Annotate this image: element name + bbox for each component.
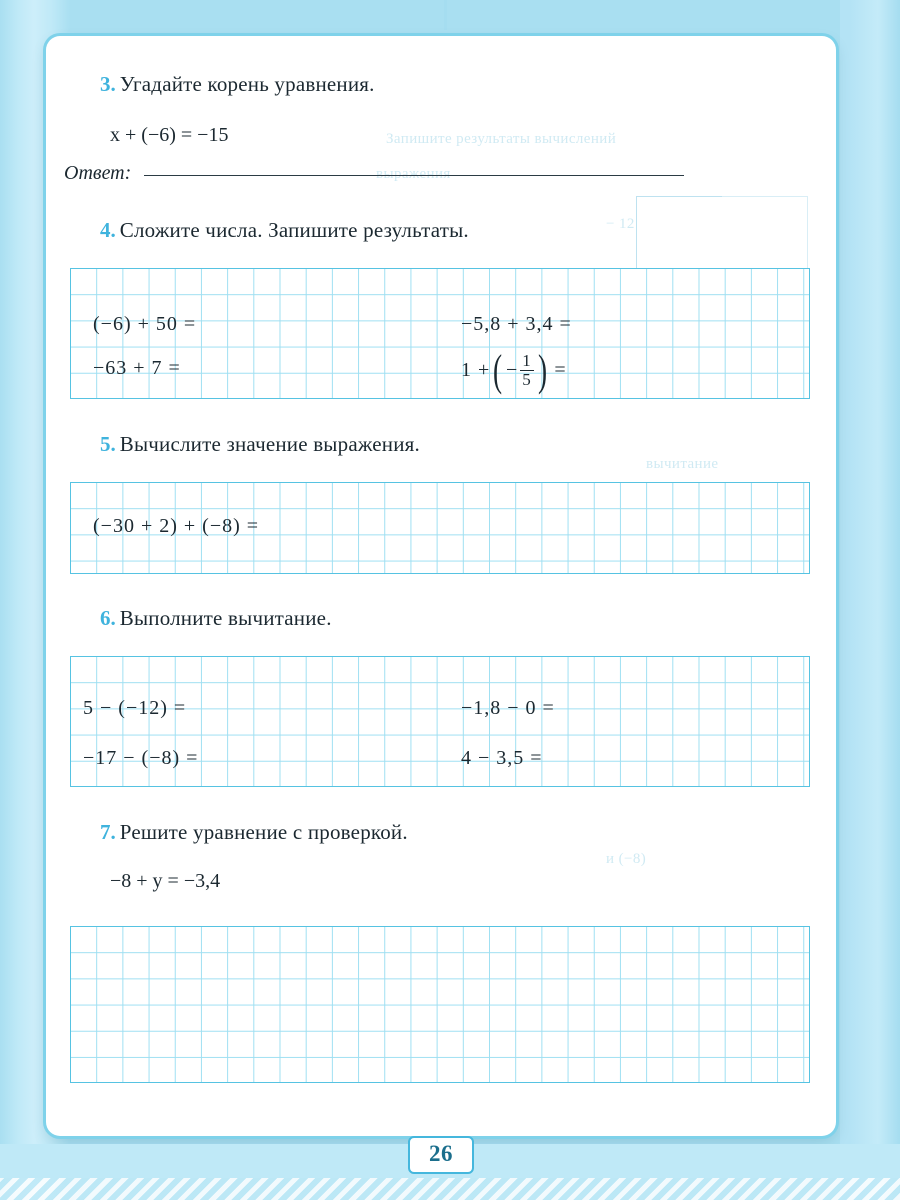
- task-7-number: 7.: [100, 820, 116, 844]
- ghost-text-line5: и (−8): [606, 851, 647, 867]
- task-4-text: Сложите числа. Запишите результаты.: [119, 218, 469, 242]
- task-6-cell-3: −17 − (−8) =: [83, 747, 199, 769]
- task-4-cell-3: −63 + 7 =: [93, 357, 181, 379]
- task-3-equation: x + (−6) = −15: [110, 124, 229, 146]
- task-7-equation: −8 + y = −3,4: [110, 870, 221, 892]
- task-5-number: 5.: [100, 432, 116, 456]
- task-6-number: 6.: [100, 606, 116, 630]
- task-6-cell-2: −1,8 − 0 =: [461, 697, 555, 719]
- fraction-numerator: 1: [522, 351, 532, 370]
- task-7-text: Решите уравнение с проверкой.: [119, 820, 408, 844]
- worksheet-sheet: [46, 36, 836, 1136]
- page-top-notch: [444, 0, 447, 30]
- task-6-heading: [100, 606, 332, 631]
- task-4-cell-4-prefix: 1 +: [461, 358, 491, 381]
- ghost-text-line1: Запишите результаты вычислений: [386, 131, 617, 147]
- answer-label: Ответ:: [64, 162, 132, 184]
- task-6-answer-grid[interactable]: [70, 656, 810, 787]
- task-3-answer-row: [64, 162, 684, 185]
- ghost-text-line3: − 12: [606, 216, 635, 232]
- task-5-text: Вычислите значение выражения.: [119, 432, 420, 456]
- fraction-one-fifth: [520, 352, 534, 389]
- task-6-text: Выполните вычитание.: [119, 606, 332, 630]
- task-7-answer-grid[interactable]: [70, 926, 810, 1083]
- task-6-cell-1: 5 − (−12) =: [83, 697, 187, 719]
- task-4-fraction-expression: [461, 345, 567, 395]
- task-4-answer-grid[interactable]: [70, 268, 810, 399]
- right-paren-glyph: ): [537, 345, 548, 395]
- task-4-heading: [100, 218, 469, 243]
- footer: [46, 1136, 836, 1166]
- page-background-right-edge: [840, 0, 900, 1200]
- task-4-cell-4: [461, 345, 567, 395]
- page-number: 26: [408, 1136, 474, 1174]
- fraction-denominator: 5: [522, 370, 532, 390]
- answer-write-line[interactable]: [144, 174, 684, 176]
- task-4-cell-1: (−6) + 50 =: [93, 313, 197, 335]
- left-paren-glyph: (: [493, 345, 503, 395]
- fraction-sign: −: [505, 358, 519, 381]
- task-4-cell-2: −5,8 + 3,4 =: [461, 313, 572, 335]
- task-5-answer-grid[interactable]: [70, 482, 810, 574]
- task-5-cell-1: (−30 + 2) + (−8) =: [93, 515, 260, 537]
- ghost-text-line2: выражения: [376, 166, 451, 182]
- task-6-cell-4: 4 − 3,5 =: [461, 747, 543, 769]
- task-5-heading: [100, 432, 420, 457]
- task-4-cell-4-equals: =: [554, 358, 567, 381]
- ghost-text-line4: вычитание: [646, 456, 719, 472]
- task-7-heading: [100, 820, 408, 845]
- task-4-number: 4.: [100, 218, 116, 242]
- task-3-text: Угадайте корень уравнения.: [119, 72, 375, 96]
- task-3-heading: [100, 72, 375, 97]
- task-3-number: 3.: [100, 72, 116, 96]
